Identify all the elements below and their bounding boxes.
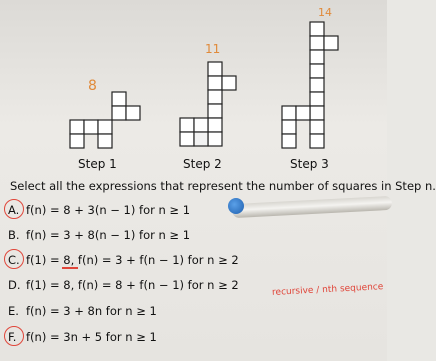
pen-cap xyxy=(228,198,244,214)
option-b-expression: f(n) = 3 + 8(n − 1) for n ≥ 1 xyxy=(26,228,191,242)
option-a-expression: f(n) = 8 + 3(n − 1) for n ≥ 1 xyxy=(26,203,191,217)
handwritten-note: recursive / nth sequence xyxy=(271,282,384,298)
option-a-letter: A. xyxy=(8,203,20,217)
annotation-step3: 14 xyxy=(318,6,332,19)
step2-label: Step 2 xyxy=(183,157,222,171)
option-e-expression: f(n) = 3 + 8n for n ≥ 1 xyxy=(26,304,157,318)
option-c[interactable] xyxy=(8,253,239,267)
option-b-letter: B. xyxy=(8,228,20,242)
option-a-circle-mark xyxy=(4,199,24,219)
option-f-circle-mark xyxy=(4,326,24,346)
option-d[interactable] xyxy=(8,278,239,292)
option-e[interactable] xyxy=(8,304,157,318)
step3-label: Step 3 xyxy=(290,157,329,171)
annotation-step1: 8 xyxy=(88,78,97,94)
option-f[interactable] xyxy=(8,330,157,344)
step1-label: Step 1 xyxy=(78,157,117,171)
step3-pattern xyxy=(282,22,338,148)
option-f-expression: f(n) = 3n + 5 for n ≥ 1 xyxy=(26,330,157,344)
question-prompt: Select all the expressions that represent the number of squares in Step n. xyxy=(10,179,436,193)
option-b[interactable] xyxy=(8,228,190,242)
option-c-circle-mark xyxy=(4,249,24,269)
option-d-expression: f(1) = 8, f(n) = 8 + f(n − 1) for n ≥ 2 xyxy=(26,278,239,292)
square-patterns xyxy=(0,0,387,175)
step1-pattern xyxy=(70,92,140,148)
step2-pattern xyxy=(180,62,236,146)
option-c-letter: C. xyxy=(8,253,20,267)
option-a[interactable] xyxy=(8,203,190,217)
annotation-step2: 11 xyxy=(205,42,221,56)
option-c-expression: f(1) = 8, f(n) = 3 + f(n − 1) for n ≥ 2 xyxy=(26,253,239,267)
option-c-underline xyxy=(62,267,78,269)
option-e-letter: E. xyxy=(8,304,19,318)
option-f-letter: F. xyxy=(8,330,17,344)
option-d-letter: D. xyxy=(8,278,21,292)
